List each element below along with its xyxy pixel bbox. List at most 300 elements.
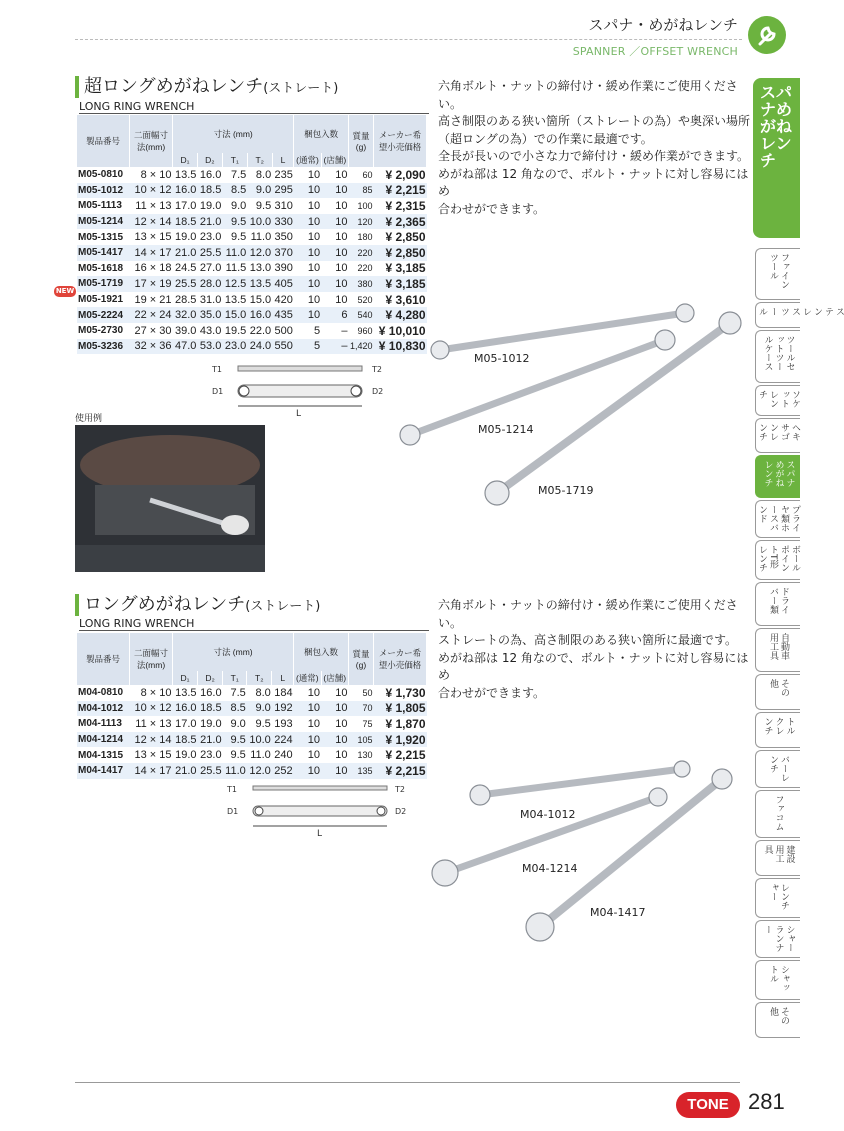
- th-t2: T₂: [247, 671, 272, 685]
- model-cell: M05-1417: [77, 245, 130, 261]
- l-cell: 390: [272, 261, 294, 277]
- mass-cell: 220: [349, 245, 374, 261]
- brand-logo: TONE: [676, 1092, 740, 1118]
- model-cell: M05-1921: [77, 292, 130, 308]
- desc-line: ストレートの為、高さ制限のある狭い箇所に最適です。: [438, 633, 738, 647]
- sidebar-tab-label: 自動車用工具: [768, 633, 789, 660]
- pack-normal-cell: 10: [294, 685, 321, 701]
- price-cell: ¥ 2,365: [374, 214, 427, 230]
- mass-cell: 130: [349, 747, 374, 763]
- d1-cell: 13.5: [173, 167, 198, 183]
- model-cell: M04-1113: [77, 716, 130, 732]
- table-row: [77, 167, 427, 183]
- price-cell: ¥ 2,215: [374, 183, 427, 199]
- section1-title-text: 超ロングめがねレンチ: [84, 76, 264, 97]
- header-divider: [75, 39, 742, 40]
- desc-line: めがね部は 12 角なので、ボルト・ナットに対し容易にはめ: [438, 650, 749, 682]
- l-cell: 435: [272, 307, 294, 323]
- t2-cell: 16.0: [247, 307, 272, 323]
- pack-normal-cell: 10: [294, 214, 321, 230]
- th-t2: T₂: [247, 153, 272, 167]
- desc-line: 高さ制限のある狭い箇所（ストレートの為）や奥深い場所: [438, 114, 751, 128]
- sidebar-tab-label: プライヤ類ホースバンド: [757, 505, 800, 532]
- sidebar-tab[interactable]: [755, 840, 800, 876]
- model-cell: M05-1214: [77, 214, 130, 230]
- section2-title-suffix: (ストレート): [245, 599, 321, 614]
- section2-spec-table: [77, 633, 427, 779]
- wrench-label: M05-1719: [538, 484, 594, 497]
- mass-cell: 100: [349, 198, 374, 214]
- th-store: (店舗): [321, 153, 348, 167]
- usage-photo: [75, 425, 265, 572]
- table-row: [77, 292, 427, 308]
- model-cell: M05-0810: [77, 167, 130, 183]
- th-size: 二面幅寸法(mm): [130, 633, 173, 685]
- mass-cell: 50: [349, 685, 374, 701]
- t1-cell: 7.5: [222, 167, 247, 183]
- t2-cell: 9.5: [247, 198, 272, 214]
- l-cell: 252: [272, 763, 294, 779]
- d2-cell: 19.0: [198, 716, 223, 732]
- size-cell: 32 × 36: [130, 339, 173, 355]
- section1-title: [75, 76, 338, 98]
- t2-cell: 24.0: [247, 339, 272, 355]
- th-normal: (通常): [294, 671, 321, 685]
- price-cell: ¥ 3,185: [374, 261, 427, 277]
- t2-cell: 15.0: [247, 292, 272, 308]
- wrench-label: M04-1417: [590, 906, 646, 919]
- sidebar-tab-label: 建設用工具: [762, 845, 795, 863]
- size-cell: 11 × 13: [130, 716, 173, 732]
- section1-subtitle: LONG RING WRENCH: [79, 100, 429, 114]
- desc-line: （超ロングの為）での作業に最適です。: [438, 131, 653, 146]
- t2-cell: 8.0: [247, 167, 272, 183]
- t1-cell: 19.5: [222, 323, 247, 339]
- d1-cell: 24.5: [173, 261, 198, 277]
- th-d2: D₂: [197, 153, 222, 167]
- model-cell: M05-1618: [77, 261, 130, 277]
- t2-cell: 13.5: [247, 276, 272, 292]
- section1-title-suffix: (ストレート): [263, 81, 339, 96]
- t1-cell: 11.0: [223, 763, 247, 779]
- sidebar-tab[interactable]: [755, 920, 800, 958]
- th-d1: D₁: [173, 153, 198, 167]
- mass-cell: 120: [349, 214, 374, 230]
- l-cell: 350: [272, 229, 294, 245]
- t1-cell: 13.5: [222, 292, 247, 308]
- d1-cell: 19.0: [173, 229, 198, 245]
- section2-title: [75, 594, 320, 616]
- pack-store-cell: 10: [321, 167, 348, 183]
- pack-store-cell: 10: [321, 732, 348, 748]
- sidebar-tab-label: ファコム: [773, 795, 784, 831]
- t2-cell: 12.0: [247, 245, 272, 261]
- price-cell: ¥ 10,010: [374, 323, 427, 339]
- label-d2: D2: [372, 387, 384, 396]
- sidebar-tab[interactable]: [755, 500, 800, 538]
- table-row: [77, 183, 427, 199]
- sidebar-tab-label: シャットル: [768, 965, 789, 992]
- pack-normal-cell: 10: [294, 276, 321, 292]
- size-cell: 10 × 12: [130, 701, 173, 717]
- label-d1: D1: [227, 807, 239, 816]
- model-cell: M05-2224: [77, 307, 130, 323]
- pack-normal-cell: 10: [294, 292, 321, 308]
- d1-cell: 47.0: [173, 339, 198, 355]
- pack-store-cell: 10: [321, 685, 348, 701]
- table-row: [77, 229, 427, 245]
- l-cell: 550: [272, 339, 294, 355]
- mass-cell: 70: [349, 701, 374, 717]
- sidebar-tab[interactable]: [755, 628, 800, 672]
- sidebar-tab[interactable]: [755, 750, 800, 788]
- model-cell: M05-3236: [77, 339, 130, 355]
- pack-normal-cell: 5: [294, 339, 321, 355]
- size-cell: 12 × 14: [130, 214, 173, 230]
- l-cell: 310: [272, 198, 294, 214]
- price-cell: ¥ 10,830: [374, 339, 427, 355]
- table-row: [77, 747, 427, 763]
- mass-cell: 380: [349, 276, 374, 292]
- t1-cell: 12.5: [222, 276, 247, 292]
- d2-cell: 23.0: [198, 747, 223, 763]
- pack-normal-cell: 10: [294, 183, 321, 199]
- model-cell: M05-1012: [77, 183, 130, 199]
- t1-cell: 9.5: [222, 214, 247, 230]
- sidebar-tab[interactable]: [755, 302, 844, 328]
- sidebar-tab[interactable]: [755, 712, 800, 748]
- l-cell: 420: [272, 292, 294, 308]
- mass-cell: 1,420: [349, 339, 374, 355]
- size-cell: 13 × 15: [130, 747, 173, 763]
- d2-cell: 53.0: [197, 339, 222, 355]
- d2-cell: 25.5: [198, 763, 223, 779]
- d2-cell: 31.0: [197, 292, 222, 308]
- mass-cell: 540: [349, 307, 374, 323]
- pack-normal-cell: 10: [294, 307, 321, 323]
- d1-cell: 16.0: [173, 183, 198, 199]
- new-badge: NEW: [55, 287, 75, 295]
- mass-cell: 960: [349, 323, 374, 339]
- d2-cell: 18.5: [197, 183, 222, 199]
- desc-line: 六角ボルト・ナットの締付け・緩め作業にご使用ください。: [438, 79, 738, 111]
- pack-store-cell: 10: [321, 198, 348, 214]
- d1-cell: 21.0: [173, 763, 198, 779]
- price-cell: ¥ 3,185: [374, 276, 427, 292]
- pack-store-cell: 10: [321, 701, 348, 717]
- model-cell: M04-1214: [77, 732, 130, 748]
- l-cell: 192: [272, 701, 294, 717]
- th-model: 製品番号: [77, 633, 130, 685]
- mass-cell: 85: [349, 183, 374, 199]
- table-row: [77, 198, 427, 214]
- desc-line: 全長が長いので小さな力で締付け・緩め作業ができます。: [438, 149, 750, 163]
- table-row: [77, 701, 427, 717]
- d2-cell: 43.0: [197, 323, 222, 339]
- price-cell: ¥ 1,920: [374, 732, 427, 748]
- pack-normal-cell: 10: [294, 245, 321, 261]
- pack-normal-cell: 10: [294, 167, 321, 183]
- pack-normal-cell: 10: [294, 261, 321, 277]
- th-d1: D₁: [173, 671, 198, 685]
- size-cell: 8 × 10: [130, 685, 173, 701]
- wrench-label: M05-1012: [474, 352, 530, 365]
- sidebar-tab-label: シャーランナー: [762, 925, 795, 952]
- model-cell: M05-1719: [77, 276, 130, 292]
- t1-cell: 9.0: [223, 716, 247, 732]
- price-cell: ¥ 4,280: [374, 307, 427, 323]
- l-cell: 295: [272, 183, 294, 199]
- size-cell: 14 × 17: [130, 763, 173, 779]
- d2-cell: 27.0: [197, 261, 222, 277]
- d1-cell: 21.0: [173, 245, 198, 261]
- table-row: [77, 685, 427, 701]
- sidebar-tab-label: バーレンチ: [768, 755, 789, 782]
- d2-cell: 21.0: [198, 732, 223, 748]
- label-t2: T2: [395, 785, 405, 794]
- th-t1: T₁: [222, 153, 247, 167]
- sidebar-tab-label: レンチャー: [768, 883, 789, 910]
- t2-cell: 10.0: [247, 214, 272, 230]
- pack-store-cell: –: [321, 339, 348, 355]
- price-cell: ¥ 1,730: [374, 685, 427, 701]
- l-cell: 330: [272, 214, 294, 230]
- label-d2: D2: [395, 807, 407, 816]
- d1-cell: 32.0: [173, 307, 198, 323]
- t2-cell: 9.0: [247, 701, 272, 717]
- sidebar-active-label: スパナめがねレンチ: [760, 83, 793, 170]
- price-cell: ¥ 2,850: [374, 245, 427, 261]
- table-row: [77, 261, 427, 277]
- table-row: [77, 214, 427, 230]
- photo-caption: 使用例: [75, 414, 103, 424]
- section2-product-image: [420, 755, 750, 945]
- t1-cell: 8.5: [222, 183, 247, 199]
- th-dims: 寸法 (mm): [173, 115, 294, 153]
- t1-cell: 9.0: [222, 198, 247, 214]
- l-cell: 405: [272, 276, 294, 292]
- t1-cell: 8.5: [223, 701, 247, 717]
- sidebar-tab-label: トルクレンチ: [762, 717, 795, 735]
- pack-store-cell: 10: [321, 214, 348, 230]
- pack-store-cell: 10: [321, 229, 348, 245]
- d2-cell: 35.0: [197, 307, 222, 323]
- table-row: [77, 307, 427, 323]
- table-row: [77, 245, 427, 261]
- model-cell: M05-2730: [77, 323, 130, 339]
- model-cell: M05-1315: [77, 229, 130, 245]
- pack-store-cell: –: [321, 323, 348, 339]
- sidebar-tab-label: その他: [768, 1007, 789, 1025]
- th-normal: (通常): [294, 153, 321, 167]
- sidebar-tab[interactable]: [755, 960, 800, 1000]
- size-cell: 17 × 19: [130, 276, 173, 292]
- price-cell: ¥ 2,215: [374, 763, 427, 779]
- section2-title-text: ロングめがねレンチ: [84, 594, 246, 615]
- table-row: [77, 763, 427, 779]
- th-l: L: [272, 153, 294, 167]
- th-l: L: [272, 671, 294, 685]
- pack-normal-cell: 10: [294, 716, 321, 732]
- pack-store-cell: 10: [321, 183, 348, 199]
- mass-cell: 520: [349, 292, 374, 308]
- th-mass: 質量(g): [349, 633, 374, 685]
- size-cell: 11 × 13: [130, 198, 173, 214]
- pack-normal-cell: 10: [294, 732, 321, 748]
- price-cell: ¥ 2,215: [374, 747, 427, 763]
- d1-cell: 17.0: [173, 716, 198, 732]
- sidebar-tab-label: その他: [768, 679, 789, 697]
- sidebar-tab-label: ドライバー類: [768, 587, 789, 614]
- t1-cell: 9.5: [222, 229, 247, 245]
- section2-subtitle: LONG RING WRENCH: [79, 617, 429, 631]
- section2-dimension-diagram: [225, 780, 415, 838]
- desc-line: 合わせができます。: [438, 685, 546, 700]
- d2-cell: 18.5: [198, 701, 223, 717]
- sidebar-tab[interactable]: [755, 455, 800, 498]
- mass-cell: 60: [349, 167, 374, 183]
- price-cell: ¥ 1,870: [374, 716, 427, 732]
- label-d1: D1: [212, 387, 224, 396]
- l-cell: 240: [272, 747, 294, 763]
- category-title-jp: スパナ・めがねレンチ: [588, 16, 738, 34]
- pack-normal-cell: 5: [294, 323, 321, 339]
- mass-cell: 135: [349, 763, 374, 779]
- size-cell: 8 × 10: [130, 167, 173, 183]
- th-store: (店舗): [321, 671, 348, 685]
- size-cell: 22 × 24: [130, 307, 173, 323]
- l-cell: 500: [272, 323, 294, 339]
- mass-cell: 220: [349, 261, 374, 277]
- price-cell: ¥ 1,805: [374, 701, 427, 717]
- t2-cell: 9.0: [247, 183, 272, 199]
- th-mass: 質量(g): [349, 115, 374, 167]
- size-cell: 14 × 17: [130, 245, 173, 261]
- model-cell: M04-1417: [77, 763, 130, 779]
- sidebar-tab[interactable]: [755, 582, 800, 626]
- th-size: 二面幅寸法(mm): [130, 115, 173, 167]
- size-cell: 12 × 14: [130, 732, 173, 748]
- sidebar-tab-label: ファインツール: [768, 253, 789, 289]
- d1-cell: 19.0: [173, 747, 198, 763]
- size-cell: 27 × 30: [130, 323, 173, 339]
- th-price: メーカー希望小売価格: [374, 633, 427, 685]
- sidebar-tab[interactable]: [755, 418, 800, 453]
- sidebar-tab[interactable]: [755, 385, 800, 416]
- pack-store-cell: 10: [321, 716, 348, 732]
- sidebar-tab-label: ツールセットツールケース: [762, 335, 795, 371]
- d1-cell: 28.5: [173, 292, 198, 308]
- size-cell: 19 × 21: [130, 292, 173, 308]
- pack-store-cell: 10: [321, 292, 348, 308]
- wrench-icon: [748, 16, 786, 54]
- d1-cell: 17.0: [173, 198, 198, 214]
- t2-cell: 11.0: [247, 229, 272, 245]
- sidebar-tab[interactable]: [755, 790, 800, 838]
- t2-cell: 22.0: [247, 323, 272, 339]
- price-cell: ¥ 2,315: [374, 198, 427, 214]
- d2-cell: 28.0: [197, 276, 222, 292]
- desc-line: 合わせができます。: [438, 201, 546, 216]
- d2-cell: 19.0: [197, 198, 222, 214]
- section1-spec-table: [77, 115, 427, 354]
- sidebar-tab[interactable]: [755, 1002, 800, 1038]
- t1-cell: 11.0: [222, 245, 247, 261]
- table-row: [77, 339, 427, 355]
- sidebar-tab[interactable]: [755, 248, 800, 300]
- table-row: [77, 716, 427, 732]
- d2-cell: 21.0: [197, 214, 222, 230]
- sidebar-tab-label: スパナめがねレンチ: [762, 460, 795, 487]
- pack-store-cell: 6: [321, 307, 348, 323]
- price-cell: ¥ 2,850: [374, 229, 427, 245]
- t1-cell: 15.0: [222, 307, 247, 323]
- pack-normal-cell: 10: [294, 701, 321, 717]
- th-price: メーカー希望小売価格: [374, 115, 427, 167]
- th-t1: T₁: [223, 671, 247, 685]
- price-cell: ¥ 3,610: [374, 292, 427, 308]
- pack-store-cell: 10: [321, 245, 348, 261]
- pack-store-cell: 10: [321, 276, 348, 292]
- table-row: [77, 276, 427, 292]
- section2-description: [438, 597, 753, 702]
- pack-store-cell: 10: [321, 261, 348, 277]
- sidebar-tab[interactable]: [755, 878, 800, 918]
- label-t2: T2: [372, 365, 382, 374]
- d2-cell: 16.0: [197, 167, 222, 183]
- sidebar-tab-label: ステンレスツール: [757, 307, 844, 316]
- table-row: [77, 732, 427, 748]
- d2-cell: 23.0: [197, 229, 222, 245]
- mass-cell: 180: [349, 229, 374, 245]
- sidebar-tab[interactable]: [755, 330, 800, 383]
- pack-normal-cell: 10: [294, 198, 321, 214]
- pack-store-cell: 10: [321, 763, 348, 779]
- category-title-en: SPANNER ／OFFSET WRENCH: [572, 45, 738, 58]
- d1-cell: 16.0: [173, 701, 198, 717]
- t1-cell: 9.5: [223, 732, 247, 748]
- th-dims: 寸法 (mm): [173, 633, 294, 671]
- t2-cell: 11.0: [247, 747, 272, 763]
- model-cell: M04-1012: [77, 701, 130, 717]
- model-cell: M05-1113: [77, 198, 130, 214]
- sidebar-tab[interactable]: [755, 540, 800, 580]
- size-cell: 13 × 15: [130, 229, 173, 245]
- footer-divider: [75, 1082, 740, 1083]
- t1-cell: 9.5: [223, 747, 247, 763]
- label-l: L: [296, 409, 302, 419]
- label-t1: T1: [212, 365, 222, 374]
- th-d2: D₂: [198, 671, 223, 685]
- d1-cell: 13.5: [173, 685, 198, 701]
- t2-cell: 13.0: [247, 261, 272, 277]
- t2-cell: 12.0: [247, 763, 272, 779]
- pack-store-cell: 10: [321, 747, 348, 763]
- l-cell: 193: [272, 716, 294, 732]
- sidebar-tab[interactable]: [755, 674, 800, 710]
- t2-cell: 8.0: [247, 685, 272, 701]
- d2-cell: 16.0: [198, 685, 223, 701]
- d1-cell: 39.0: [173, 323, 198, 339]
- th-pack: 梱包入数: [294, 115, 349, 153]
- l-cell: 224: [272, 732, 294, 748]
- d1-cell: 18.5: [173, 214, 198, 230]
- page-number: 281: [748, 1089, 785, 1114]
- table-row: [77, 323, 427, 339]
- size-cell: 16 × 18: [130, 261, 173, 277]
- th-pack: 梱包入数: [294, 633, 349, 671]
- t1-cell: 23.0: [222, 339, 247, 355]
